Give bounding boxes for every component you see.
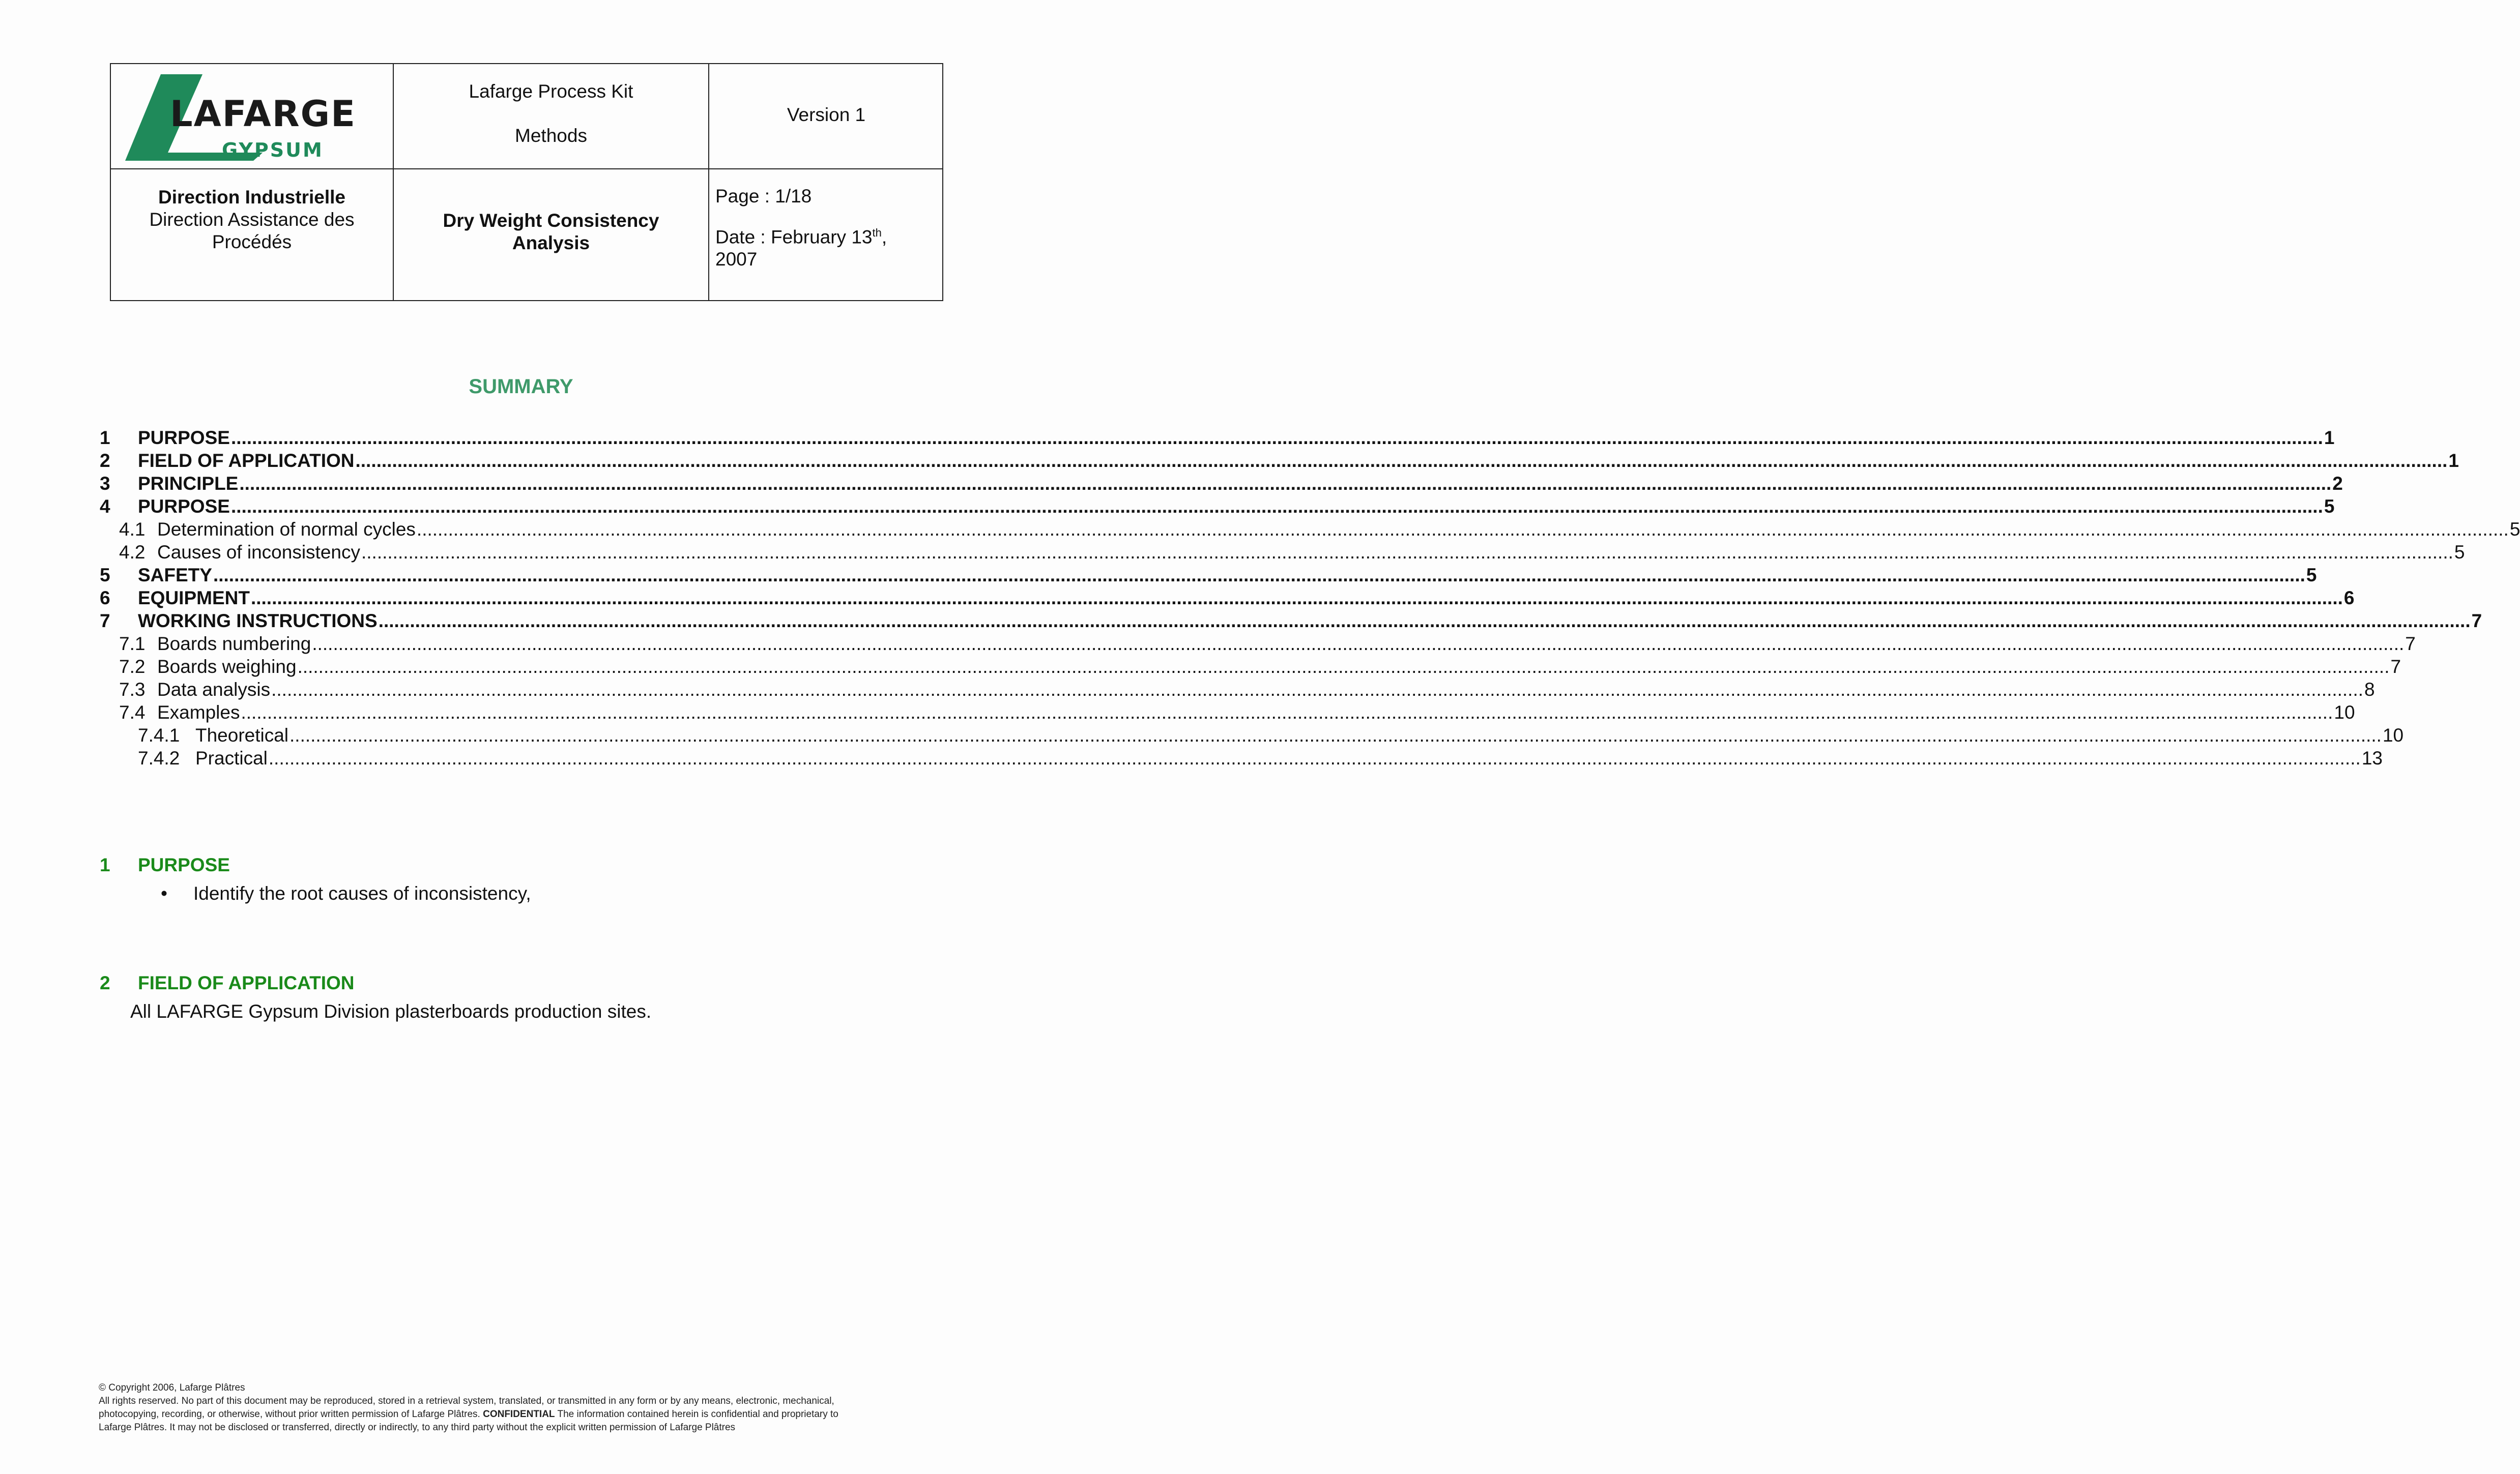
toc-entry[interactable] (100, 518, 2520, 541)
direction-sub-1: Direction Assistance des (149, 209, 355, 230)
toc-entry-title: Causes of inconsistency (157, 542, 360, 563)
logo-brand-text: LAFARGE (170, 93, 356, 135)
toc-entry-title: Boards weighing (157, 656, 297, 677)
doc-title-cell (394, 210, 708, 254)
toc-entry-number: 5 (100, 565, 110, 585)
copyright-footer (99, 1381, 943, 1434)
version-label: Version 1 (787, 104, 866, 125)
toc-entry-number: 7.4 (119, 702, 146, 723)
doc-title-line-2: Analysis (512, 232, 590, 253)
toc-entry-title: Determination of normal cycles (157, 519, 416, 540)
toc-entry-number: 7.1 (119, 633, 146, 654)
toc-entry[interactable] (100, 632, 2416, 655)
toc-dot-leader: ................................................................................................................................................................................................................................................................................................................................................................................................................ (250, 587, 2343, 608)
version-cell (709, 104, 943, 126)
toc-dot-leader: ................................................................................................................................................................................................................................................................................................................................................................................................................ (230, 496, 2323, 517)
date-sup: th (872, 226, 882, 239)
toc-entry-number: 6 (100, 587, 110, 608)
toc-dot-leader: ................................................................................................................................................................................................................................................................................................................................................................................................................ (213, 565, 2305, 585)
table-of-contents (100, 426, 2520, 770)
toc-entry[interactable] (100, 747, 2383, 770)
page-date-cell (715, 185, 939, 271)
toc-entry-number: 7.4.2 (138, 748, 180, 769)
field-text: All LAFARGE Gypsum Division plasterboards production sites. (130, 1001, 652, 1022)
toc-dot-leader: ................................................................................................................................................................................................................................................................................................................................................................................................................ (239, 473, 2332, 494)
date-prefix: Date : February 13 (715, 226, 873, 248)
toc-entry-title: PURPOSE (138, 496, 230, 517)
toc-entry-number: 7 (100, 610, 110, 631)
toc-dot-leader: ................................................................................................................................................................................................................................................................................................................................................................................................................ (241, 702, 2333, 723)
toc-entry-title: Theoretical (195, 725, 289, 746)
toc-entry-page: 5 (2324, 496, 2335, 517)
toc-dot-leader: ................................................................................................................................................................................................................................................................................................................................................................................................................ (271, 679, 2364, 700)
toc-entry[interactable] (100, 495, 2335, 518)
toc-entry-page: 7 (2405, 633, 2416, 654)
footer-line-3: Lafarge Plâtres. It may not be disclosed or transferred, directly or indirectly, to any third party without the explicit written permission of Lafarge Plâtres (99, 1422, 736, 1433)
toc-entry-page: 8 (2364, 679, 2375, 700)
toc-entry-title: PRINCIPLE (138, 473, 239, 494)
toc-entry-title: FIELD OF APPLICATION (138, 450, 355, 471)
toc-entry-number: 2 (100, 450, 110, 471)
header-table (110, 63, 943, 301)
footer-line-2-post: The information contained herein is confidential and proprietary to (557, 1409, 838, 1420)
section-field-heading (100, 972, 354, 994)
toc-dot-leader: ................................................................................................................................................................................................................................................................................................................................................................................................................ (378, 610, 2471, 631)
toc-entry[interactable] (100, 655, 2401, 678)
toc-entry-page: 10 (2382, 725, 2404, 746)
toc-dot-leader: ................................................................................................................................................................................................................................................................................................................................................................................................................ (416, 519, 2509, 540)
toc-entry-number: 4.1 (119, 519, 146, 540)
toc-entry-page: 5 (2509, 519, 2520, 540)
kit-sub: Methods (515, 125, 587, 146)
toc-entry[interactable] (100, 472, 2343, 495)
summary-title: SUMMARY (469, 375, 573, 398)
footer-line-1: All rights reserved. No part of this document may be reproduced, stored in a retrieval system, translated, or transmitted in any form or by any means, electronic, mechanical, (99, 1396, 834, 1406)
toc-entry-page: 13 (2361, 748, 2383, 769)
date-year: 2007 (715, 249, 758, 270)
toc-entry-number: 3 (100, 473, 110, 494)
toc-entry-title: Examples (157, 702, 240, 723)
footer-line-2 (99, 1408, 943, 1421)
toc-entry-title: EQUIPMENT (138, 587, 250, 608)
toc-entry-page: 5 (2306, 565, 2317, 585)
purpose-bullet (161, 883, 531, 904)
toc-dot-leader: ................................................................................................................................................................................................................................................................................................................................................................................................................ (268, 748, 2361, 769)
toc-entry[interactable] (100, 426, 2335, 449)
bullet-text: Identify the root causes of inconsistency, (193, 883, 531, 904)
toc-dot-leader: ................................................................................................................................................................................................................................................................................................................................................................................................................ (312, 633, 2405, 654)
date-line (715, 222, 939, 248)
toc-entry[interactable] (100, 724, 2404, 747)
toc-entry-page: 1 (2448, 450, 2459, 471)
direction-title: Direction Industrielle (158, 187, 345, 208)
section-title: PURPOSE (138, 854, 230, 875)
toc-entry-number: 7.2 (119, 656, 146, 677)
toc-dot-leader: ................................................................................................................................................................................................................................................................................................................................................................................................................ (297, 656, 2390, 677)
toc-entry-number: 4.2 (119, 542, 146, 563)
toc-entry-title: Data analysis (157, 679, 271, 700)
lafarge-logo-icon (125, 71, 385, 163)
table-divider (708, 64, 709, 300)
bullet-icon: • (161, 883, 167, 904)
logo-sub-text: GYPSUM (222, 139, 324, 161)
direction-sub-2: Procédés (212, 231, 292, 252)
direction-cell (111, 186, 393, 253)
toc-entry[interactable] (100, 678, 2375, 701)
toc-entry-page: 5 (2454, 542, 2465, 563)
lafarge-gypsum-logo (125, 71, 385, 163)
toc-dot-leader: ................................................................................................................................................................................................................................................................................................................................................................................................................ (230, 427, 2323, 448)
toc-entry-page: 7 (2471, 610, 2482, 631)
footer-line-2-pre: photocopying, recording, or otherwise, without prior written permission of Lafarge Plâtres. (99, 1409, 480, 1420)
toc-dot-leader: ................................................................................................................................................................................................................................................................................................................................................................................................................ (289, 725, 2382, 746)
date-suffix: , (881, 226, 887, 248)
toc-entry[interactable] (100, 586, 2355, 609)
toc-dot-leader: ................................................................................................................................................................................................................................................................................................................................................................................................................ (355, 450, 2448, 471)
toc-entry-page: 10 (2334, 702, 2355, 723)
toc-entry-title: Practical (195, 748, 268, 769)
toc-entry-title: PURPOSE (138, 427, 230, 448)
toc-entry[interactable] (100, 564, 2317, 586)
toc-entry-number: 4 (100, 496, 110, 517)
page-label: Page : 1/18 (715, 186, 812, 207)
toc-entry-number: 7.4.1 (138, 725, 180, 746)
section-number: 2 (100, 972, 110, 993)
toc-entry-number: 1 (100, 427, 110, 448)
kit-cell (394, 80, 708, 147)
toc-entry-title: WORKING INSTRUCTIONS (138, 610, 378, 631)
toc-entry[interactable] (100, 609, 2482, 632)
toc-entry[interactable] (100, 541, 2465, 564)
toc-dot-leader: ................................................................................................................................................................................................................................................................................................................................................................................................................ (361, 542, 2453, 563)
toc-entry-number: 7.3 (119, 679, 146, 700)
toc-entry[interactable] (100, 449, 2459, 472)
toc-entry-title: Boards numbering (157, 633, 311, 654)
copyright-line: © Copyright 2006, Lafarge Plâtres (99, 1382, 245, 1393)
kit-title: Lafarge Process Kit (469, 81, 633, 102)
confidential-label: CONFIDENTIAL (483, 1409, 555, 1420)
toc-entry-page: 6 (2343, 587, 2355, 608)
section-number: 1 (100, 854, 110, 875)
section-purpose-heading (100, 854, 230, 876)
doc-title-line-1: Dry Weight Consistency (443, 210, 659, 231)
toc-entry-page: 2 (2332, 473, 2343, 494)
section-title: FIELD OF APPLICATION (138, 972, 355, 993)
toc-entry[interactable] (100, 701, 2355, 724)
toc-entry-title: SAFETY (138, 565, 212, 585)
toc-entry-page: 7 (2390, 656, 2401, 677)
table-divider (111, 168, 942, 169)
toc-entry-page: 1 (2324, 427, 2335, 448)
